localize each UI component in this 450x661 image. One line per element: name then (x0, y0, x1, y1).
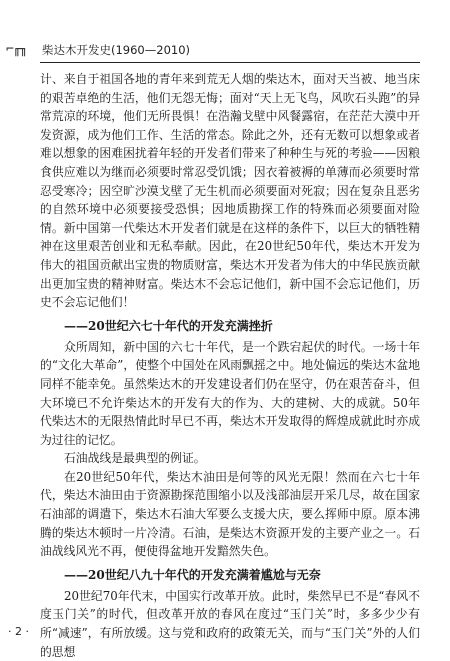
header-rule (40, 62, 420, 63)
paragraph-5: 20世纪70年代末，中国实行改革开放。此时，柴然早已不是“春风不度玉门关”的时代，但改革开放的春风在度过“玉门关”时，多多少少有所“减速”，有所放缓。这与党和政府的政策无关，而与“玉门关”外的人们的思想 (40, 588, 420, 659)
header-ornament: ⌐╓╖ (6, 42, 27, 57)
section-heading-1960s-70s: ——20世纪六七十年代的开发充满挫折 (64, 318, 273, 333)
running-header-title: 柴达木开发史(1960—2010) (42, 43, 191, 57)
paragraph-4: 在20世纪50年代，柴达木油田是何等的风光无限！然而在六七十年代，柴达木油田由于资源勘探范围缩小以及浅部油层开采几尽，故在国家石油部的调遣下，柴达木石油大军要么支援大庆，要么挥师中原。原本沸腾的柴达木顿时一片冷清。石油，是柴达木资源开发的主要产业之一。石油战线风光不再，便使得盆地开发黯然失色。 (40, 469, 420, 559)
paragraph-1: 计、来自于祖国各地的青年来到荒无人烟的柴达木，面对天当被、地当床的艰苦卓绝的生活，他们无怨无悔；面对“天上无飞鸟，风吹石头跑”的异常荒凉的环境，他们无所畏惧！在浩瀚戈壁中风餐露宿，在茫茫大漠中开发资源，成为他们工作、生活的常态。除此之外，还有无数可以想象或者难以想象的困难困扰着年轻的开发者们带来了种种生与死的考验——因粮食供应难以为继而必须要时常忍受饥饿；因衣着被褥的单薄而必须要时常忍受寒冷；因空旷沙漠戈壁了无生机而必须要面对死寂；因在复杂且恶劣的自然环境中必须要接受恐惧；因地质勘探工作的特殊而必须要面对险情。新中国第一代柴达木开发者们就是在这样的条件下，以巨大的牺牲精神在这里艰苦创业和无私奉献。因此，在20世纪50年代，柴达木开发为伟大的祖国贡献出宝贵的物质财富，柴达木开发者为伟大的中华民族贡献出更加宝贵的精神财富。柴达木不会忘记他们，新中国不会忘记他们，历史不会忘记他们！ (40, 72, 420, 310)
page-body (40, 70, 420, 661)
section-heading-1980s-90s: ——20世纪八九十年代的开发充满着尴尬与无奈 (64, 567, 321, 582)
page-number: · 2 · (8, 625, 29, 638)
paragraph-2: 众所周知，新中国的六七十年代，是一个跌宕起伏的时代。一场十年的“文化大革命”，使整个中国处在风雨飘摇之中。地处偏远的柴达木盆地同样不能幸免。虽然柴达木的开发建设者们仍在坚守，仍在艰苦奋斗，但大环境已不允许柴达木的开发有大的作为、大的建树、大的成就。50年代柴达木的无限热情此时早已不再，柴达木开发取得的辉煌成就此时亦成为过往的记忆。 (40, 339, 420, 447)
paragraph-3: 石油战线是最典型的例证。 (64, 451, 206, 466)
